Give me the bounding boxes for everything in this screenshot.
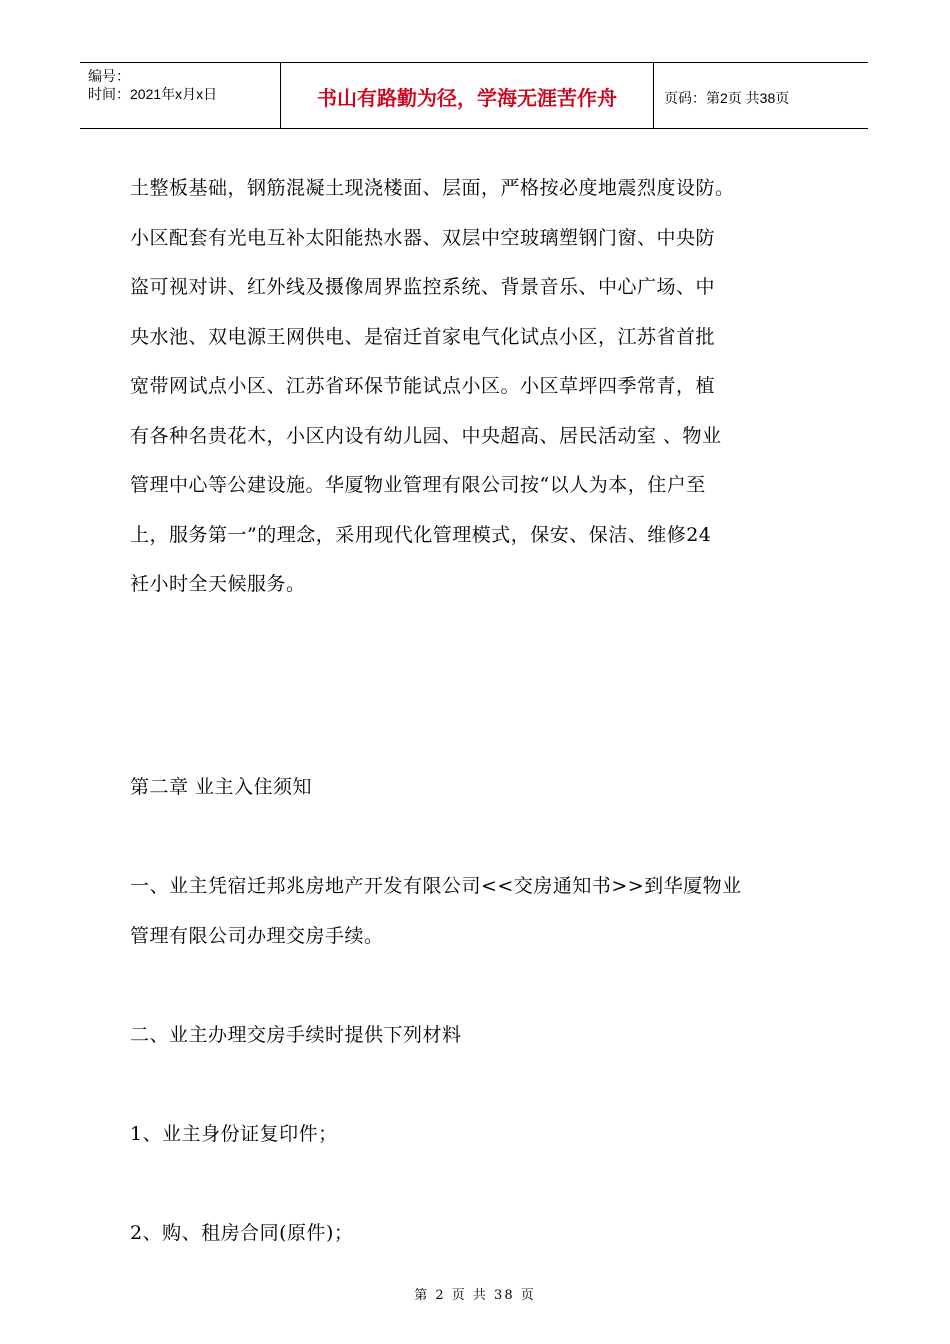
page-header [80, 62, 868, 129]
intro-paragraph [130, 164, 735, 610]
paragraph-line: 小区配套有光电互补太阳能热水器、双层中空玻璃塑钢门窗、中央防 [130, 226, 716, 249]
item-two: 二、业主办理交房手续时提供下列材料 [130, 1024, 462, 1046]
paragraph-line: 管理中心等公建设施。华厦物业管理有限公司按“以人为本，住户至 [130, 474, 706, 496]
paragraph-line: 衽小时全天候服务。 [130, 573, 306, 595]
paragraph-line: 上，服务第一”的理念，采用现代化管理模式，保安、保洁、维修24 [130, 523, 712, 546]
item-one [130, 862, 742, 961]
list-item-contract: 2、购、租房合同(原件)； [130, 1222, 354, 1244]
header-meta [80, 63, 280, 128]
header-motto-cell [280, 63, 654, 128]
header-page-info: 页码：第2页 共38页 [664, 90, 790, 106]
paragraph-line: 一、业主凭宿迁邦兆房地产开发有限公司<<交房通知书>>到华厦物业 [130, 875, 742, 897]
list-item-id-copy: 1、业主身份证复印件； [130, 1123, 338, 1145]
document-number-label: 编号： [88, 68, 130, 84]
header-motto: 书山有路勤为径，学海无涯苦作舟 [317, 86, 617, 110]
header-page-cell [654, 63, 868, 128]
document-time-label: 时间：2021年x月x日 [88, 86, 218, 102]
paragraph-line: 央水池、双电源王网供电、是宿迁首家电气化试点小区，江苏省首批 [130, 325, 716, 348]
paragraph-line: 有各种名贵花木，小区内设有幼儿园、中央超高、居民活动室 、物业 [130, 424, 722, 447]
page-footer: 第 2 页 共 38 页 [414, 1288, 536, 1303]
paragraph-line: 宽带网试点小区、江苏省环保节能试点小区。小区草坪四季常青，植 [130, 375, 716, 397]
paragraph-line: 盗可视对讲、红外线及摄像周界监控系统、背景音乐、中心广场、中 [130, 276, 716, 298]
chapter-title: 第二章 业主入住须知 [130, 776, 313, 798]
paragraph-line: 管理有限公司办理交房手续。 [130, 924, 384, 947]
paragraph-line: 土整板基础，钢筋混凝土现浇楼面、层面，严格按必度地震烈度设防。 [130, 177, 735, 199]
